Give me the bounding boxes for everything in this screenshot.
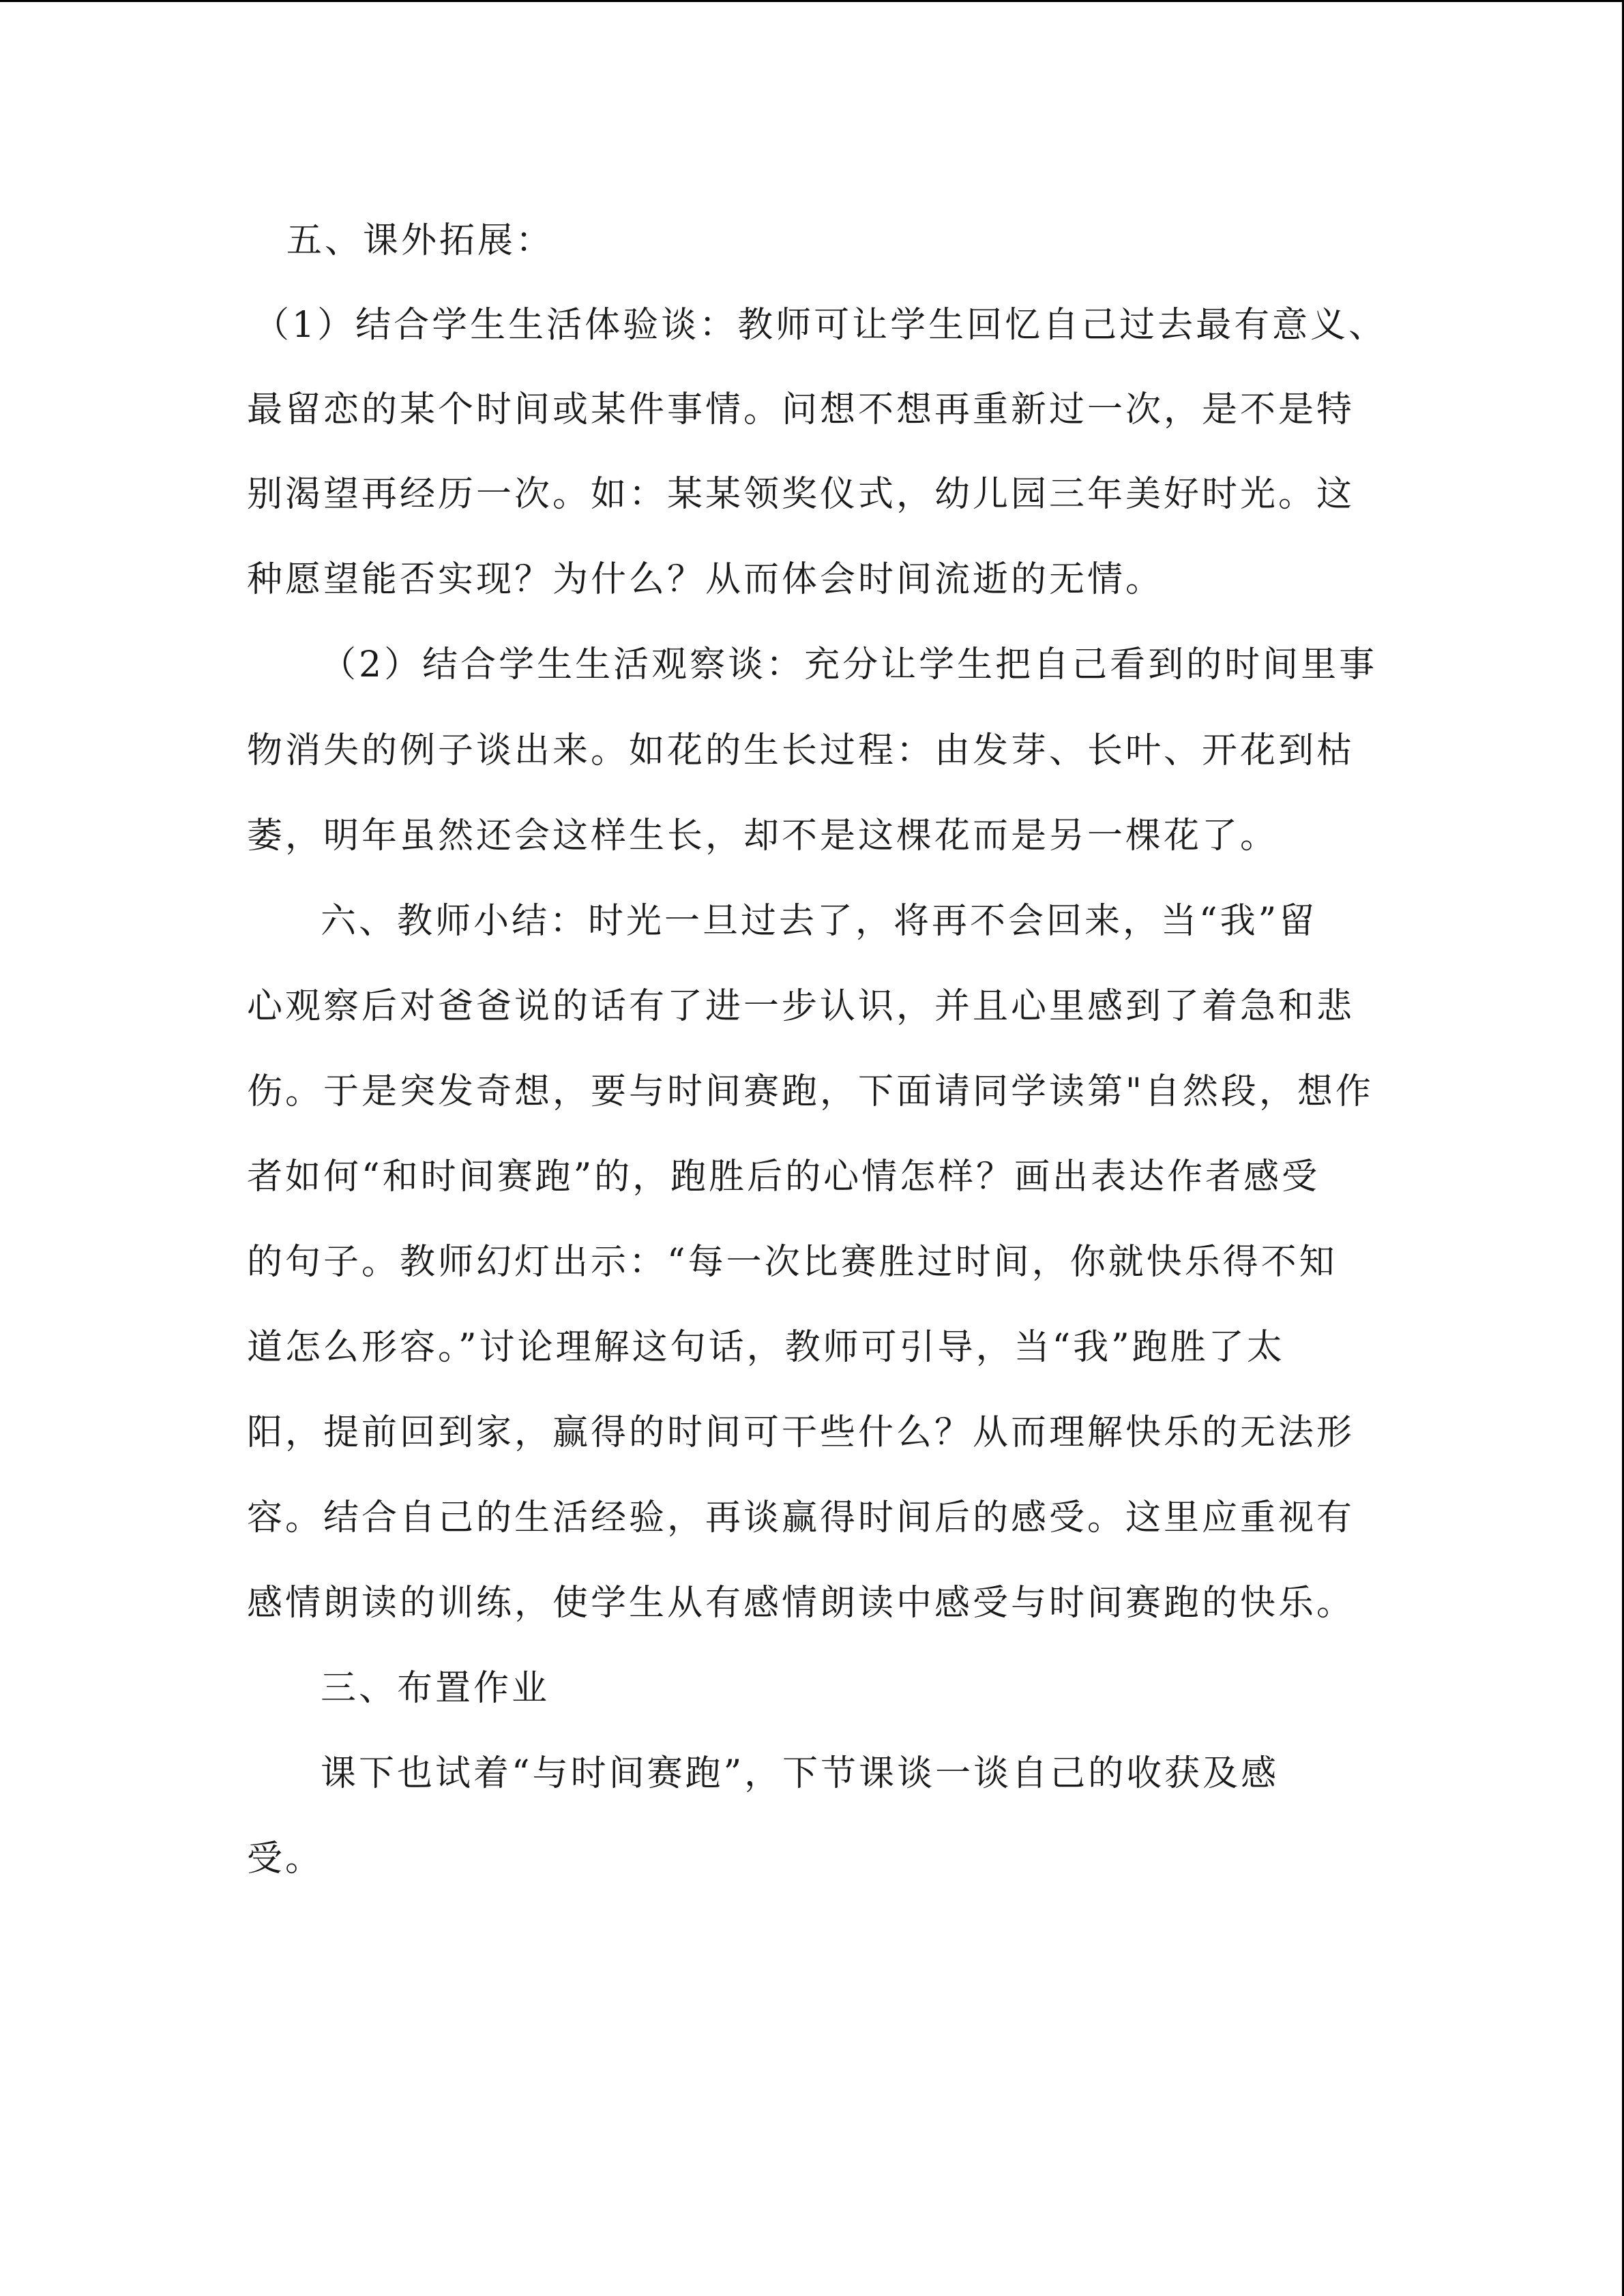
paragraph-line: 伤。于是突发奇想，要与时间赛跑，下面请同学读第"自然段，想作: [247, 1071, 1374, 1112]
section-heading-homework: 三、布置作业: [321, 1668, 550, 1709]
paragraph-line: 最留恋的某个时间或某件事情。问想不想再重新过一次，是不是特: [247, 389, 1355, 430]
paragraph-line: 道怎么形容。”讨论理解这句话，教师可引导，当“我”跑胜了太: [247, 1327, 1285, 1368]
paragraph-line: 课下也试着“与时间赛跑”，下节课谈一谈自己的收获及感: [321, 1753, 1280, 1794]
paragraph-line: 萎，明年虽然还会这样生长，却不是这棵花而是另一棵花了。: [247, 816, 1279, 856]
paragraph-line: 阳，提前回到家，赢得的时间可干些什么？从而理解快乐的无法形: [247, 1412, 1355, 1453]
paragraph-line: （1）结合学生生活体验谈：教师可让学生回忆自己过去最有意义、: [254, 305, 1387, 346]
section-heading-summary: 六、教师小结：时光一旦过去了，将再不会回来，当“我”留: [321, 901, 1318, 942]
paragraph-line: 别渴望再经历一次。如：某某领奖仪式，幼儿园三年美好时光。这: [247, 474, 1355, 515]
paragraph-line: 物消失的例子谈出来。如花的生长过程：由发芽、长叶、开花到枯: [247, 730, 1355, 771]
section-heading-extension: 五、课外拓展：: [286, 220, 555, 261]
paragraph-line: 心观察后对爸爸说的话有了进一步认识，并且心里感到了着急和悲: [247, 986, 1355, 1027]
paragraph-line: 受。: [247, 1838, 324, 1879]
paragraph-line: 种愿望能否实现？为什么？从而体会时间流逝的无情。: [247, 559, 1164, 600]
paragraph-line: （2）结合学生生活观察谈：充分让学生把自己看到的时间里事: [321, 644, 1378, 685]
paragraph-line: 的句子。教师幻灯出示：“每一次比赛胜过时间，你就快乐得不知: [247, 1242, 1338, 1283]
paragraph-line: 容。结合自己的生活经验，再谈赢得时间后的感受。这里应重视有: [247, 1497, 1355, 1538]
page-border-top: [0, 0, 1624, 2]
paragraph-line: 感情朗读的训练，使学生从有感情朗读中感受与时间赛跑的快乐。: [247, 1583, 1355, 1624]
paragraph-line: 者如何“和时间赛跑”的，跑胜后的心情怎样？画出表达作者感受: [247, 1157, 1320, 1197]
